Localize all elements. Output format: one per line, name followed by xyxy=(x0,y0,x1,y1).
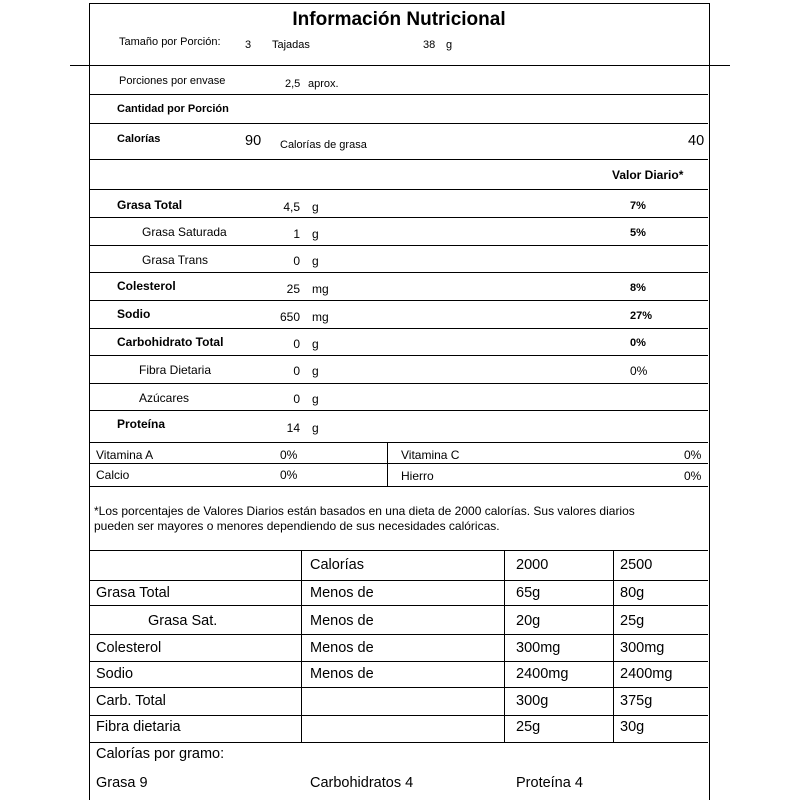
divider-line xyxy=(90,634,708,635)
calcium-name: Calcio xyxy=(96,468,130,482)
servings-per-container-label: Porciones por envase xyxy=(119,75,226,87)
reference-row-2000: 65g xyxy=(516,585,541,601)
vitamin-a-name: Vitamina A xyxy=(96,448,154,462)
divider-line xyxy=(90,383,708,384)
divider-line xyxy=(90,189,708,190)
serving-count: 3 xyxy=(245,39,252,51)
reference-row-2000: 300mg xyxy=(516,640,561,656)
divider-line xyxy=(90,742,708,743)
divider-line xyxy=(90,245,708,246)
reference-row-2000: 2400mg xyxy=(516,666,569,682)
divider-line xyxy=(90,715,708,716)
nutrient-amount: 0 xyxy=(293,337,300,351)
nutrient-unit: g xyxy=(312,227,319,241)
vitamin-c-name: Vitamina C xyxy=(401,448,460,462)
nutrient-name: Grasa Saturada xyxy=(142,225,227,239)
reference-row-name: Grasa Total xyxy=(96,585,170,601)
divider-line xyxy=(90,328,708,329)
reference-row-2000: 300g xyxy=(516,693,549,709)
nutrient-daily-value: 27% xyxy=(630,310,653,322)
divider-line xyxy=(90,355,708,356)
nutrient-amount: 0 xyxy=(293,364,300,378)
divider-line xyxy=(90,410,708,411)
nutrient-unit: mg xyxy=(312,282,329,296)
reference-row-2500: 80g xyxy=(620,585,645,601)
reference-table-column-divider xyxy=(504,550,505,742)
reference-row-qualifier: Menos de xyxy=(310,613,374,629)
nutrient-amount: 650 xyxy=(279,310,300,324)
reference-row-name: Carb. Total xyxy=(96,693,166,709)
divider-line xyxy=(90,272,708,273)
reference-row-2000: 25g xyxy=(516,719,541,735)
iron-value: 0% xyxy=(684,469,702,483)
calories-per-gram-fat: Grasa 9 xyxy=(96,775,148,791)
divider-line xyxy=(70,65,730,66)
nutrient-name: Grasa Total xyxy=(117,198,183,212)
reference-row-2000: 20g xyxy=(516,613,541,629)
reference-row-2500: 300mg xyxy=(620,640,665,656)
divider-line xyxy=(90,159,708,160)
reference-row-name: Grasa Sat. xyxy=(148,613,218,629)
nutrient-unit: g xyxy=(312,254,319,268)
reference-row-qualifier: Menos de xyxy=(310,585,374,601)
calcium-value: 0% xyxy=(280,468,298,482)
nutrient-daily-value: 7% xyxy=(630,200,646,212)
servings-per-container-value: 2,5 xyxy=(285,78,301,90)
nutrient-amount: 1 xyxy=(293,227,300,241)
nutrient-amount: 14 xyxy=(286,421,300,435)
iron-name: Hierro xyxy=(401,469,434,483)
nutrient-name: Azúcares xyxy=(139,391,190,405)
divider-line xyxy=(90,123,708,124)
nutrient-unit: g xyxy=(312,364,319,378)
nutrient-amount: 25 xyxy=(286,282,300,296)
nutrient-unit: g xyxy=(312,337,319,351)
vitamin-a-value: 0% xyxy=(280,448,298,462)
reference-row-name: Fibra dietaria xyxy=(96,719,181,735)
nutrient-daily-value: 0% xyxy=(630,364,648,378)
nutrition-label xyxy=(89,3,710,800)
calories-label: Calorías xyxy=(117,133,161,145)
nutrient-name: Fibra Dietaria xyxy=(139,363,212,377)
divider-line xyxy=(90,687,708,688)
serving-unit: Tajadas xyxy=(272,39,310,51)
divider-line xyxy=(90,94,708,95)
nutrient-daily-value: 8% xyxy=(630,282,646,294)
nutrient-amount: 4,5 xyxy=(283,200,300,214)
footnote-line-2: pueden ser mayores o menores dependiendo de sus necesidades calóricas. xyxy=(94,519,500,533)
serving-weight-unit: g xyxy=(446,39,453,51)
nutrient-name: Proteína xyxy=(117,417,166,431)
servings-per-container-note: aprox. xyxy=(308,78,339,90)
calories-from-fat-value: 40 xyxy=(688,133,705,149)
reference-col-2000: 2000 xyxy=(516,557,549,573)
nutrient-daily-value: 0% xyxy=(630,337,646,349)
daily-value-header: Valor Diario* xyxy=(612,168,684,182)
nutrient-unit: g xyxy=(312,200,319,214)
calories-per-gram-title: Calorías por gramo: xyxy=(96,746,225,762)
reference-table-column-divider xyxy=(301,550,302,742)
amount-per-serving: Cantidad por Porción xyxy=(117,103,229,115)
nutrient-name: Grasa Trans xyxy=(142,253,209,267)
reference-col-2500: 2500 xyxy=(620,557,653,573)
reference-row-2500: 375g xyxy=(620,693,653,709)
serving-size-label: Tamaño por Porción: xyxy=(119,36,221,48)
reference-table-column-divider xyxy=(613,550,614,742)
divider-line xyxy=(90,605,708,606)
divider-line xyxy=(90,661,708,662)
calories-per-gram-carbs: Carbohidratos 4 xyxy=(310,775,414,791)
serving-weight: 38 xyxy=(423,39,436,51)
nutrient-daily-value: 5% xyxy=(630,227,646,239)
reference-row-name: Sodio xyxy=(96,666,134,682)
divider-line xyxy=(90,217,708,218)
calories-per-gram-protein: Proteína 4 xyxy=(516,775,583,791)
nutrient-unit: mg xyxy=(312,310,329,324)
footnote-line-1: *Los porcentajes de Valores Diarios están basados en una dieta de 2000 calorías. Sus valores diarios xyxy=(94,504,635,518)
reference-calories-label: Calorías xyxy=(310,557,364,573)
label-title: Información Nutricional xyxy=(292,9,506,30)
nutrient-name: Carbohidrato Total xyxy=(117,335,224,349)
divider-line xyxy=(90,463,708,464)
divider-line xyxy=(90,300,708,301)
nutrient-unit: g xyxy=(312,392,319,406)
reference-row-qualifier: Menos de xyxy=(310,666,374,682)
reference-row-name: Colesterol xyxy=(96,640,162,656)
divider-line xyxy=(90,486,708,487)
nutrient-amount: 0 xyxy=(293,254,300,268)
divider-line xyxy=(90,550,708,551)
reference-row-2500: 30g xyxy=(620,719,645,735)
divider-line xyxy=(90,442,708,443)
reference-row-2500: 25g xyxy=(620,613,645,629)
reference-row-qualifier: Menos de xyxy=(310,640,374,656)
calories-value: 90 xyxy=(245,133,262,149)
nutrient-amount: 0 xyxy=(293,392,300,406)
calories-from-fat-label: Calorías de grasa xyxy=(280,139,367,151)
vitamin-column-divider xyxy=(387,442,388,486)
divider-line xyxy=(90,580,708,581)
nutrient-name: Colesterol xyxy=(117,279,176,293)
nutrient-name: Sodio xyxy=(117,307,151,321)
vitamin-c-value: 0% xyxy=(684,448,702,462)
nutrient-unit: g xyxy=(312,421,319,435)
reference-row-2500: 2400mg xyxy=(620,666,673,682)
